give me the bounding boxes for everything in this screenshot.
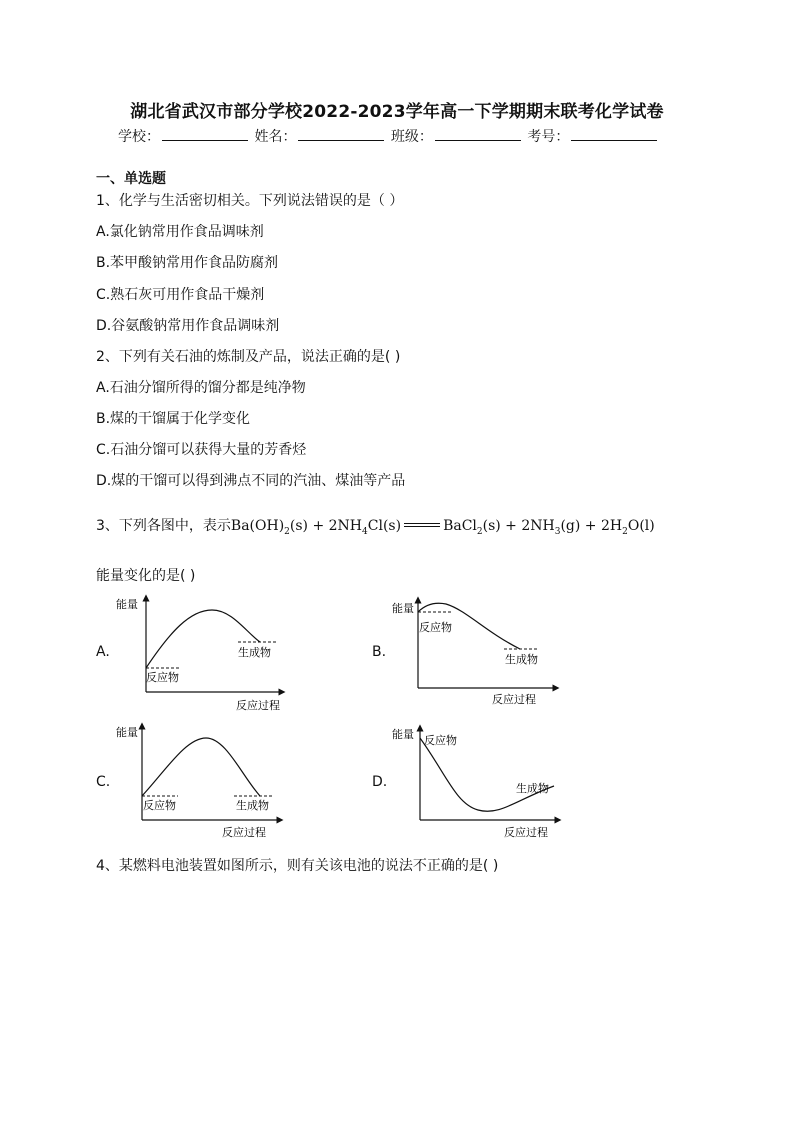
eq-r2-rest: Cl(s): [367, 518, 402, 534]
graph-d-curve: [420, 738, 554, 811]
graph-a-curve: [146, 610, 260, 668]
graph-b-product-label: 生成物: [505, 653, 538, 666]
graph-d-product-label: 生成物: [516, 782, 549, 795]
q1-option-c[interactable]: C.熟石灰可用作食品干燥剂: [96, 287, 265, 303]
q1-option-d[interactable]: D.谷氨酸钠常用作食品调味剂: [96, 318, 280, 334]
school-label: 学校：: [118, 129, 160, 145]
q2-option-a[interactable]: A.石油分馏所得的馏分都是纯净物: [96, 380, 306, 396]
eq-r2-sub: 4: [362, 526, 368, 537]
eq-p1-state: (s) + 2NH: [482, 518, 555, 534]
graph-c-product-label: 生成物: [236, 799, 269, 812]
q3-option-b-letter[interactable]: B.: [372, 644, 387, 660]
graph-c-reactant-label: 反应物: [143, 799, 176, 812]
q1-option-b[interactable]: B.苯甲酸钠常用作食品防腐剂: [96, 255, 279, 271]
eq-p3-rest: O(l): [627, 518, 655, 534]
eq-p3-sub: 2: [622, 526, 628, 537]
q1-stem: 1、化学与生活密切相关。下列说法错误的是（ ）: [96, 193, 404, 209]
graph-d-reactant-label: 反应物: [424, 734, 457, 747]
eq-p2-state: (g) + 2H: [560, 518, 623, 534]
name-label: 姓名：: [254, 129, 297, 145]
q3-graph-c[interactable]: [110, 720, 290, 842]
school-blank[interactable]: [162, 128, 248, 141]
q2-stem: 2、下列有关石油的炼制及产品，说法正确的是( ): [96, 349, 401, 365]
reaction-equation: [230, 518, 655, 537]
q3-stem-prefix: 3、下列各图中，表示: [96, 518, 231, 534]
q2-option-c[interactable]: C.石油分馏可以获得大量的芳香烃: [96, 442, 307, 458]
exam-number-blank[interactable]: [571, 128, 657, 141]
student-info-row: [118, 126, 659, 146]
eq-r1-state: (s) + 2NH: [289, 518, 363, 534]
q3-stem: [96, 515, 655, 537]
q3-stem-suffix: 能量变化的是( ): [96, 568, 196, 584]
class-label: 班级：: [390, 129, 433, 145]
exam-title: 湖北省武汉市部分学校2022-2023学年高一下学期期末联考化学试卷: [130, 102, 664, 122]
graph-a-reactant-label: 反应物: [146, 671, 179, 684]
graph-b-reactant-label: 反应物: [419, 621, 452, 634]
eq-p1: BaCl: [443, 518, 477, 534]
eq-p1-sub: 2: [476, 526, 483, 537]
q4-stem: 4、某燃料电池装置如图所示，则有关该电池的说法不正确的是( ): [96, 858, 499, 874]
equals-sign: [404, 521, 440, 531]
q3-graph-d[interactable]: [386, 724, 566, 842]
q2-option-b[interactable]: B.煤的干馏属于化学变化: [96, 411, 251, 427]
q3-graph-b[interactable]: [386, 596, 566, 711]
graph-c-curve: [142, 738, 260, 796]
name-blank[interactable]: [298, 128, 384, 141]
class-blank[interactable]: [435, 128, 521, 141]
q3-option-a-letter[interactable]: A.: [96, 644, 110, 660]
exam-number-label: 考号：: [527, 129, 570, 145]
graph-a-y-label: 能量: [116, 598, 138, 611]
q3-option-c-letter[interactable]: C.: [96, 774, 111, 790]
graph-a-x-label: 反应过程: [236, 699, 280, 712]
graph-d-x-label: 反应过程: [504, 826, 548, 839]
section-heading: 一、单选题: [96, 171, 166, 187]
graph-b-x-label: 反应过程: [492, 693, 536, 706]
eq-r1-sub: 2: [284, 526, 290, 537]
graph-a-product-label: 生成物: [238, 646, 271, 659]
q1-option-a[interactable]: A.氯化钠常用作食品调味剂: [96, 224, 264, 240]
graph-c-x-label: 反应过程: [222, 826, 266, 839]
q3-graph-a[interactable]: [110, 592, 290, 712]
q3-option-d-letter[interactable]: D.: [372, 774, 388, 790]
eq-p2-sub: 3: [554, 526, 561, 537]
graph-b-y-label: 能量: [392, 602, 414, 615]
eq-r1: Ba(OH): [230, 518, 285, 534]
graph-c-y-label: 能量: [116, 726, 138, 739]
q2-option-d[interactable]: D.煤的干馏可以得到沸点不同的汽油、煤油等产品: [96, 473, 406, 489]
graph-d-y-label: 能量: [392, 728, 414, 741]
